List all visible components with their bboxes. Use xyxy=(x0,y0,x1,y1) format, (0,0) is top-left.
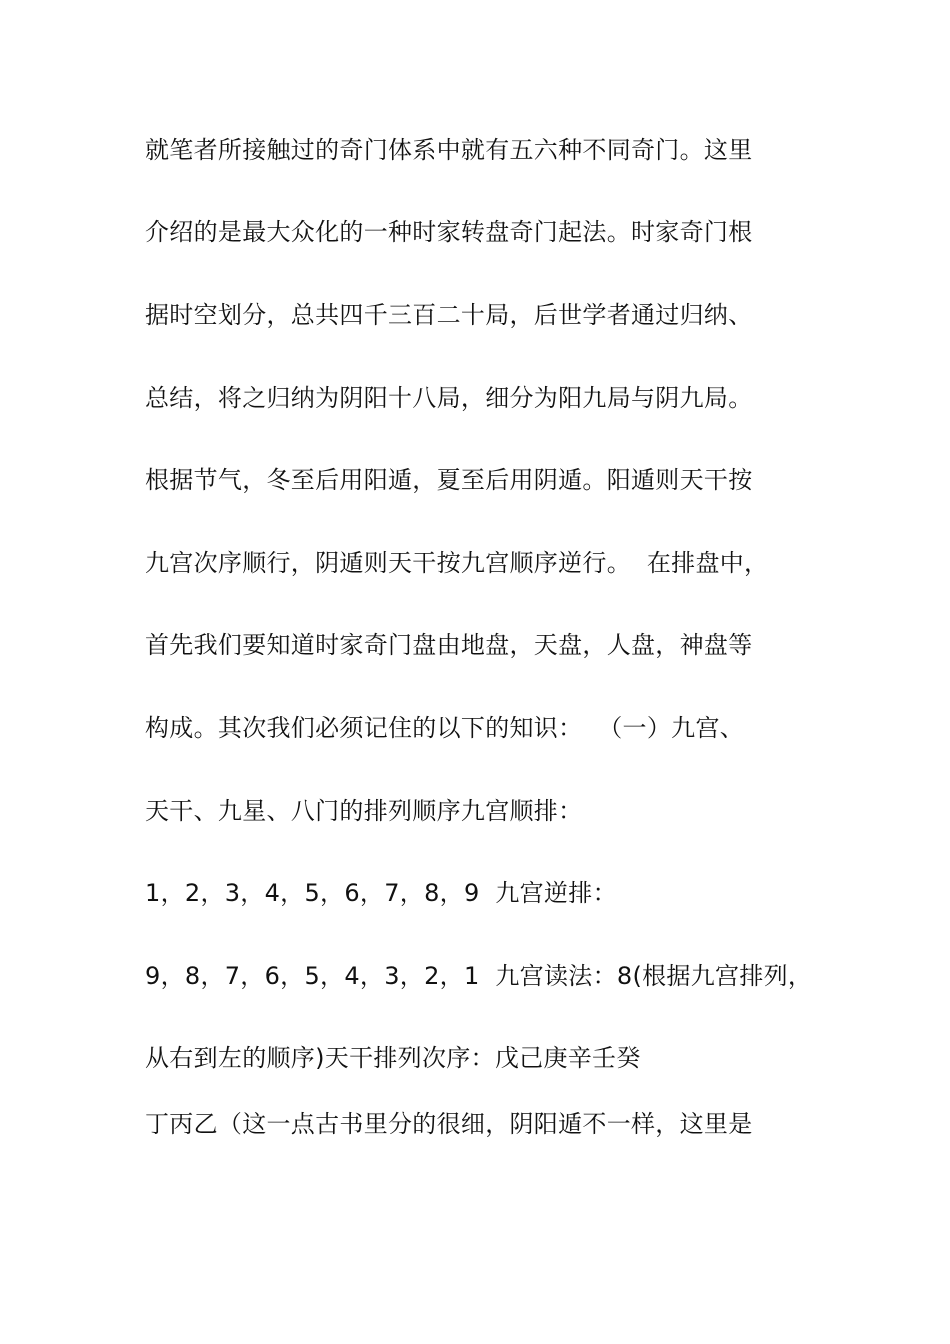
text-line-2: 介绍的是最大众化的一种时家转盘奇门起法。时家奇门根 xyxy=(145,218,753,246)
text-line-10: 1，2，3，4，5，6，7，8，9 九宫逆排： xyxy=(145,879,617,907)
text-line-5: 根据节气，冬至后用阳遁，夏至后用阴遁。阳遁则天干按 xyxy=(145,466,753,494)
text-line-12: 从右到左的顺序)天干排列次序：戊己庚辛壬癸 xyxy=(145,1044,641,1072)
text-line-1: 就笔者所接触过的奇门体系中就有五六种不同奇门。这里 xyxy=(145,136,753,164)
text-line-13: 丁丙乙（这一点古书里分的很细，阴阳遁不一样，这里是 xyxy=(145,1110,753,1138)
text-line-6: 九宫次序顺行，阴遁则天干按九宫顺序逆行。 在排盘中， xyxy=(145,549,769,577)
text-line-9: 天干、九星、八门的排列顺序九宫顺排： xyxy=(145,797,583,825)
text-line-3: 据时空划分，总共四千三百二十局，后世学者通过归纳、 xyxy=(145,301,753,329)
text-line-8: 构成。其次我们必须记住的以下的知识： （一）九宫、 xyxy=(145,714,745,742)
text-line-4: 总结，将之归纳为阴阳十八局，细分为阳九局与阴九局。 xyxy=(145,384,753,412)
text-line-7: 首先我们要知道时家奇门盘由地盘，天盘，人盘，神盘等 xyxy=(145,631,753,659)
text-line-11: 9，8，7，6，5，4，3，2，1 九宫读法：8(根据九宫排列， xyxy=(145,962,813,990)
